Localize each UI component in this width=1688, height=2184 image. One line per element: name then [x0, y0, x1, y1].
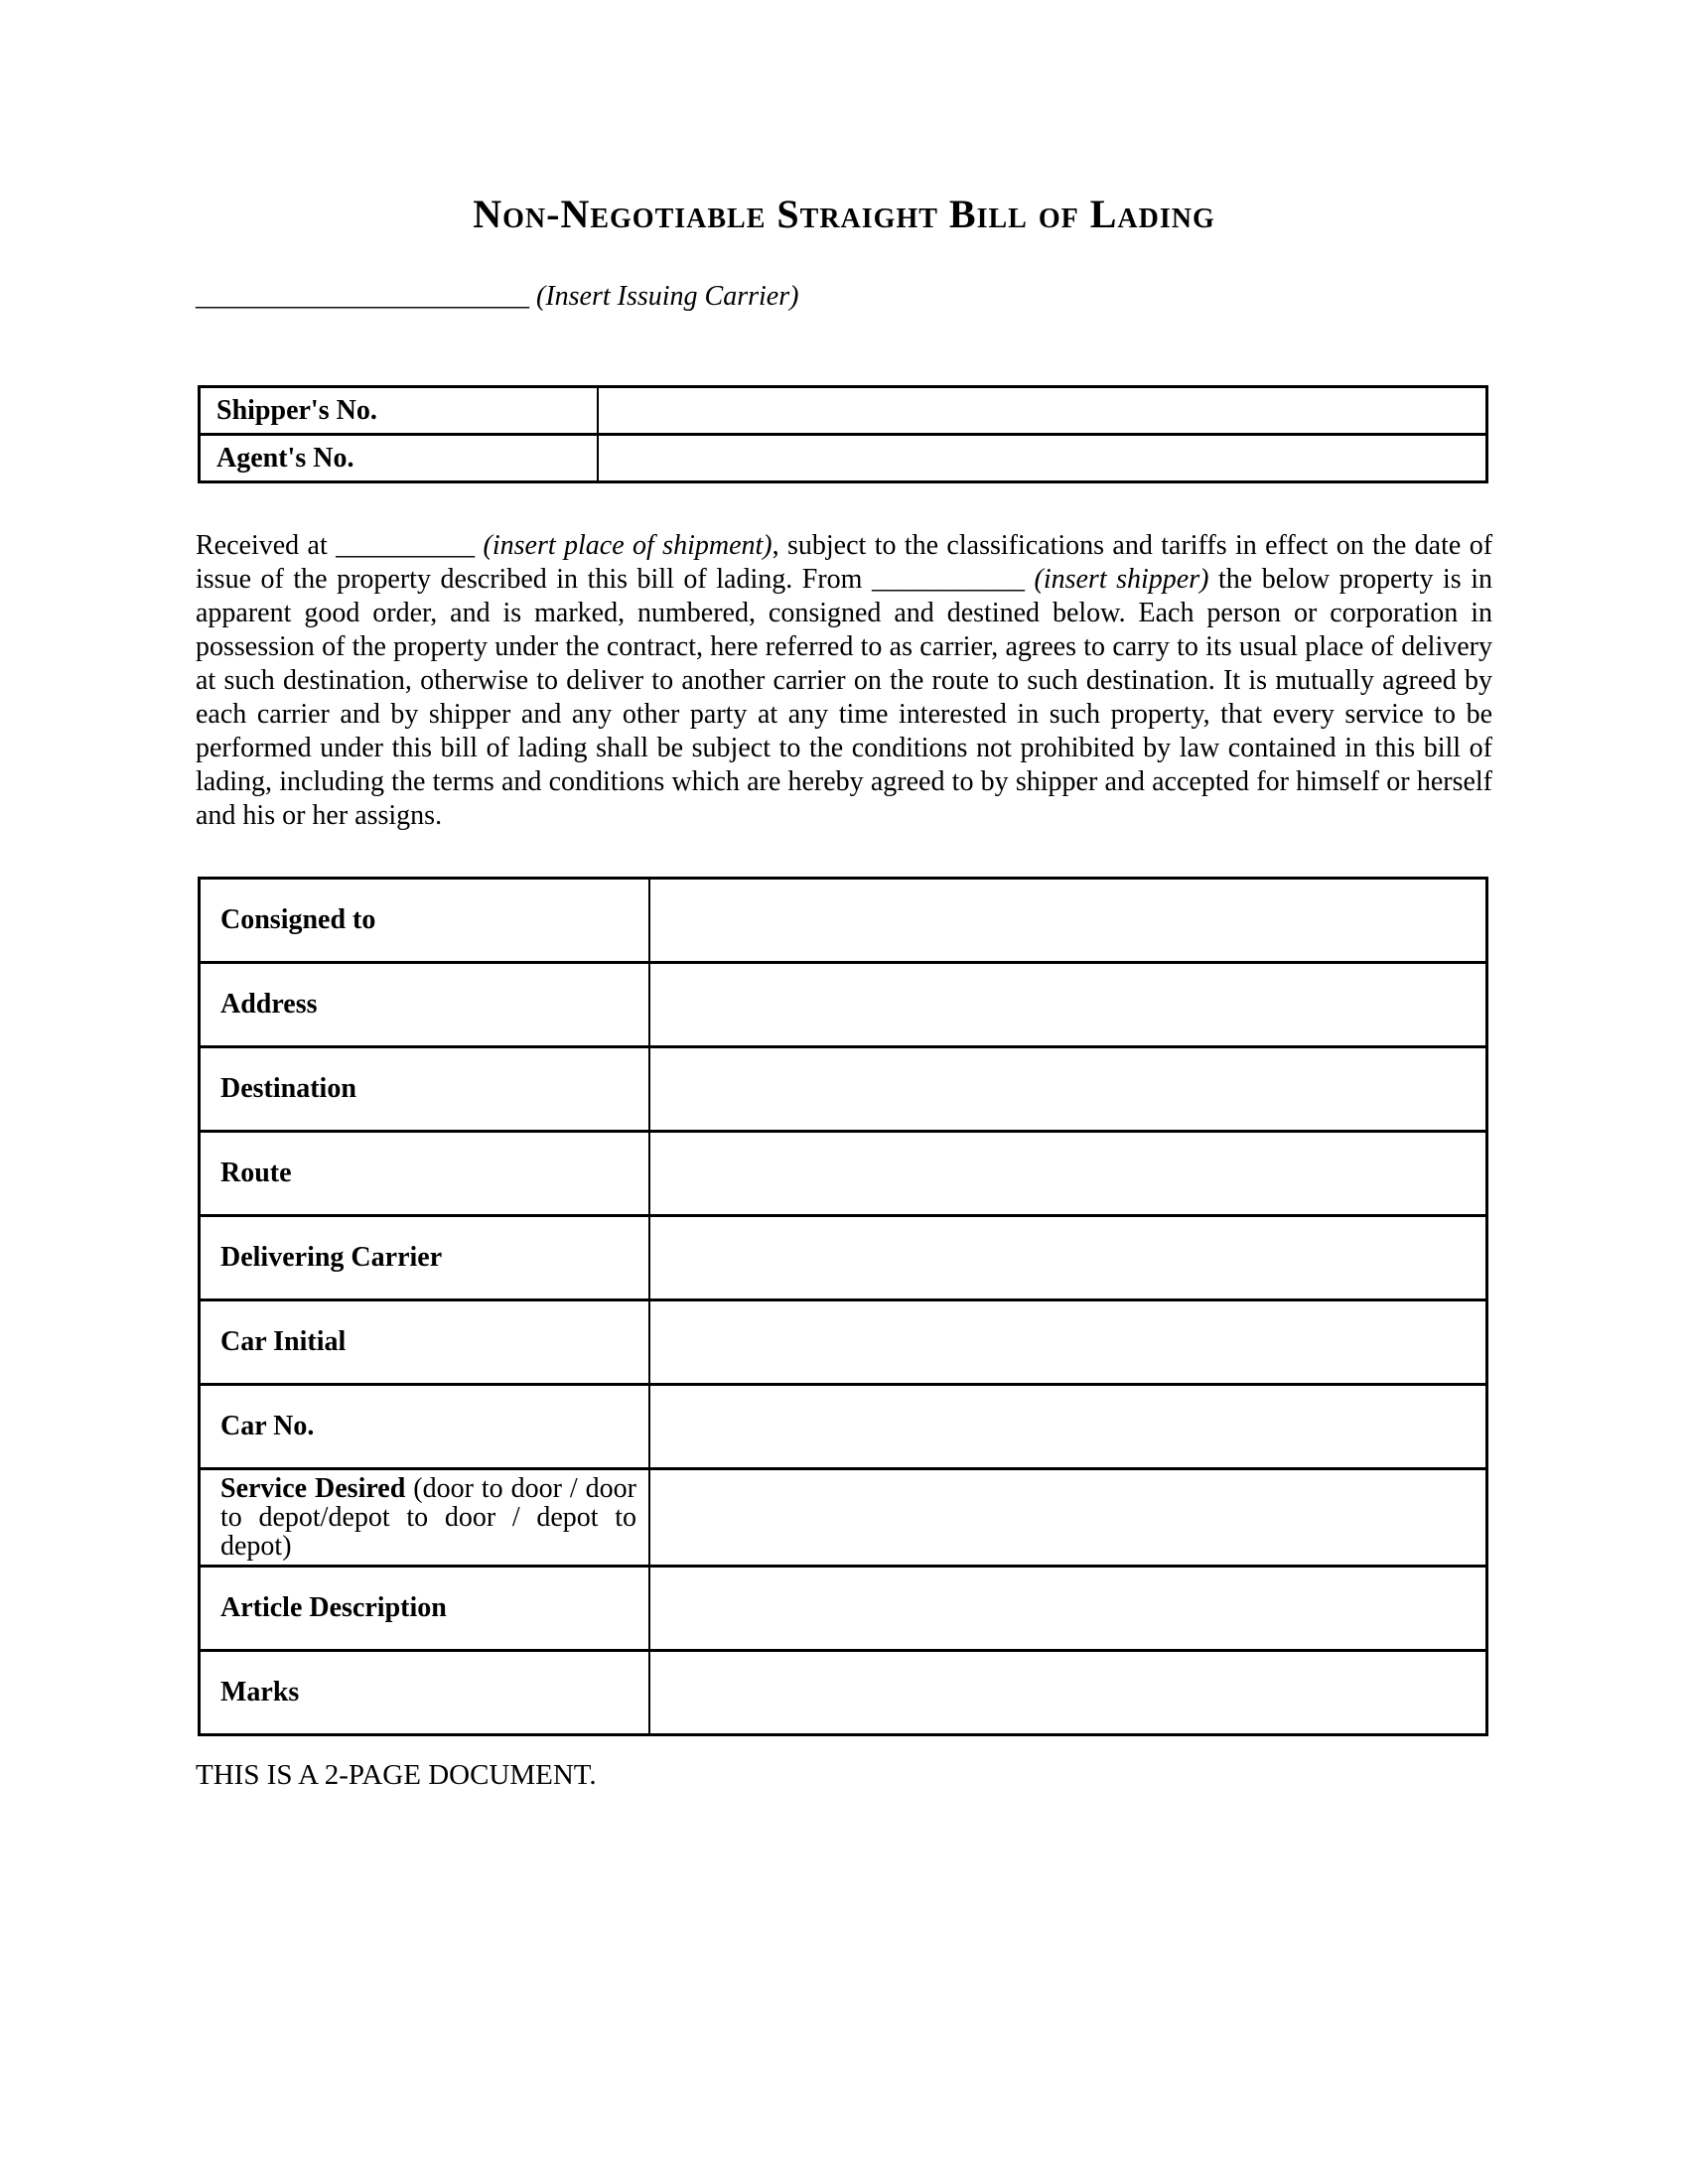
row-value-cell [599, 388, 1485, 433]
paragraph-text [475, 530, 483, 561]
table-row [201, 388, 1485, 436]
row-label-cell [201, 1133, 650, 1214]
table-row [201, 1301, 1485, 1386]
row-label-cell [201, 1386, 650, 1467]
paragraph-text: the below property is in apparent good order, and is marked, numbered, consigned and destined below. Each person or corporation in possession of the property under the contract, here referred to as carrier, agrees to carry to its usual place of delivery at such destination, otherwise to deliver to another carrier on the route to such destination. It is mutually agreed by each carrier and by shipper and any other party at any time interested in such property, that every service to be performed under this bill of lading shall be subject to the conditions not prohibited by law contained in this bill of lading, including the terms and conditions which are hereby agreed to by shipper and accepted for himself or herself and his or her assigns. [196, 564, 1493, 831]
row-value-cell [650, 1048, 1485, 1130]
row-label: Service Desired (door to door / door to depot/depot to door / depot to depot) [220, 1473, 636, 1562]
row-label-cell [201, 880, 650, 961]
row-label: Route [220, 1158, 292, 1188]
row-value-cell [650, 1470, 1485, 1565]
table-row [201, 1386, 1485, 1470]
row-label-cell [201, 1470, 650, 1565]
row-value-cell [650, 964, 1485, 1045]
row-label-cell [201, 436, 599, 480]
row-label: Car Initial [220, 1326, 347, 1357]
two-page-note: THIS IS A 2-PAGE DOCUMENT. [196, 1759, 597, 1791]
row-label: Destination [220, 1073, 356, 1104]
row-label: Agent's No. [216, 442, 354, 474]
table-row [201, 1470, 1485, 1568]
fill-in-blank: ___________ [871, 564, 1025, 595]
row-label-cell [201, 388, 599, 433]
table-row [201, 1133, 1485, 1217]
row-label-cell [201, 1048, 650, 1130]
row-label: Address [220, 989, 318, 1020]
row-label: Marks [220, 1677, 300, 1707]
row-value-cell [650, 1568, 1485, 1649]
row-label-cell [201, 1568, 650, 1649]
italic-hint-text: (insert place of shipment) [483, 530, 773, 561]
table-row [201, 880, 1485, 964]
page-title: Non-Negotiable Straight Bill of Lading [473, 192, 1215, 236]
row-label-cell [201, 1301, 650, 1383]
table-row [201, 1217, 1485, 1301]
row-value-cell [650, 1133, 1485, 1214]
row-label-cell [201, 1652, 650, 1733]
table-row [201, 1048, 1485, 1133]
row-label: Delivering Carrier [220, 1242, 443, 1273]
table-row [201, 964, 1485, 1048]
row-label-cell [201, 964, 650, 1045]
row-label: Car No. [220, 1411, 315, 1441]
fill-in-blank: __________ [336, 530, 476, 561]
row-label: Consigned to [220, 904, 376, 935]
issuing-carrier-hint: (Insert Issuing Carrier) [536, 281, 799, 312]
row-value-cell [650, 1386, 1485, 1467]
reference-numbers-table [198, 385, 1488, 483]
paragraph-text: Received at [196, 530, 337, 561]
row-label: Shipper's No. [216, 394, 377, 426]
row-label-cell [201, 1217, 650, 1298]
paragraph-text [1025, 564, 1035, 595]
row-value-cell [599, 436, 1485, 480]
table-row [201, 1652, 1485, 1733]
italic-hint-text: (insert shipper) [1034, 564, 1209, 595]
row-value-cell [650, 880, 1485, 961]
row-label: Article Description [220, 1592, 447, 1623]
issuing-carrier-blank: ________________________ [196, 281, 529, 312]
row-value-cell [650, 1301, 1485, 1383]
row-value-cell [650, 1652, 1485, 1733]
paragraph-text: , subject to the classifications and tariffs in effect on the date of issue of the property described in this bill of lading. From [196, 530, 1493, 595]
table-row [201, 436, 1485, 480]
row-value-cell [650, 1217, 1485, 1298]
table-row [201, 1568, 1485, 1652]
issuing-carrier-line [196, 281, 798, 313]
shipment-details-table [198, 877, 1488, 1736]
intro-paragraph [196, 529, 1492, 833]
